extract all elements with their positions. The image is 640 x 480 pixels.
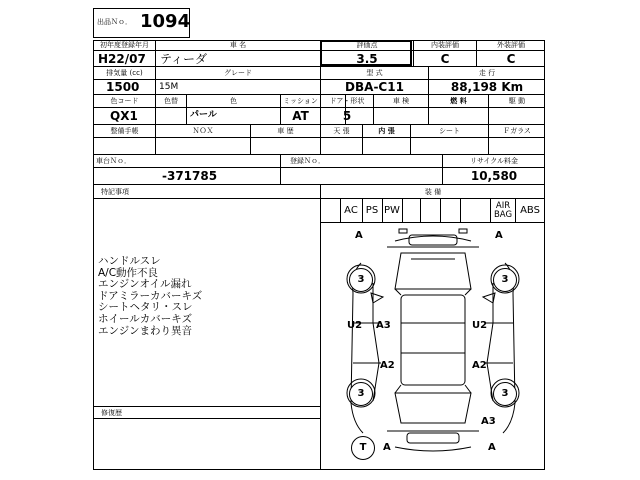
color-change-label: 色替 (164, 97, 178, 105)
doors-label: ドア・形状 (329, 97, 365, 105)
damage-rear-center-right: A (488, 442, 496, 453)
equip-ac: AC (344, 205, 358, 216)
damage-rear-left: A (383, 442, 391, 453)
note-line: エンジンオイル漏れ (98, 278, 192, 291)
grade-value: 15M (159, 82, 179, 92)
interior-value: C (440, 52, 450, 66)
inspection-label: 車 検 (392, 97, 410, 105)
drive-label: 駆 動 (508, 97, 526, 105)
score-label: 評価点 (356, 41, 378, 49)
recycle-value: 10,580 (470, 169, 518, 183)
wheel-front-left: 3 (349, 268, 373, 292)
trunk-circle: T (351, 436, 375, 460)
color-code-value: QX1 (110, 109, 138, 123)
note-line: ホイールカバーキズ (98, 312, 193, 325)
interior-label: 内装評価 (431, 41, 459, 49)
mileage-value: 88,198 Km (450, 80, 524, 94)
fuel-label: 燃 料 (450, 97, 467, 105)
wheel-front-right: 3 (493, 268, 517, 292)
cc-label: 排気量 (cc) (106, 69, 143, 77)
wheel-rear-left: 3 (349, 382, 373, 406)
model-label: 型 式 (366, 69, 383, 77)
cc-value: 1500 (106, 80, 140, 94)
manual-label: 整備手帳 (110, 127, 139, 135)
damage-right-rear-door: A2 (472, 360, 487, 371)
mileage-label: 走 行 (478, 69, 496, 77)
equip-ps: PS (365, 205, 379, 216)
damage-rear-right: A3 (481, 416, 496, 427)
note-line: A/C動作不良 (98, 266, 159, 279)
car-label: 車 名 (229, 41, 247, 49)
note-line: シートヘタリ・スレ (98, 301, 193, 314)
vin-label: 車台Ｎｏ． (96, 157, 131, 165)
roof-label: 天 張 (333, 127, 350, 135)
nox-label: ＮＯＸ (192, 127, 214, 135)
doors-value: 5 (342, 109, 352, 123)
vin-value: -371785 (162, 169, 218, 183)
car-diagram (321, 223, 545, 469)
damage-left-side: U2 (347, 320, 363, 331)
note-line: エンジンまわり異音 (98, 324, 192, 337)
notes-list (98, 256, 202, 337)
registration-label: 登録Ｎｏ． (290, 157, 325, 165)
year-value: H22/07 (98, 52, 146, 66)
year-label: 初年度登録年月 (100, 41, 149, 49)
note-line: ハンドルスレ (98, 255, 161, 267)
seat-label: シート (439, 127, 460, 135)
damage-left-rear-door: A2 (380, 360, 395, 371)
exterior-value: C (506, 52, 516, 66)
car-value: ティーダ (160, 52, 208, 66)
inner-trim-label: 内 張 (378, 127, 395, 135)
color-name-label: 色 (230, 97, 237, 105)
note-line: ドアミラーカバーキズ (98, 289, 203, 302)
notes-label: 特記事項 (101, 188, 129, 196)
equip-pw: PW (384, 205, 400, 216)
recycle-label: リサイクル料金 (469, 157, 519, 165)
lot-label: 出品Ｎｏ． (97, 18, 132, 26)
grade-label: グレード (224, 69, 252, 77)
equip-airbag: AIR BAG (493, 201, 513, 220)
damage-front-left: A (355, 230, 363, 241)
color-code-label: 色コード (110, 97, 139, 105)
damage-left-door: A3 (376, 320, 391, 331)
damage-right-side: U2 (472, 320, 488, 331)
transmission-label: ミッション (283, 97, 318, 105)
transmission-value: AT (292, 109, 309, 123)
history-label: 車 歴 (277, 127, 294, 135)
equipment-label: 装 備 (424, 188, 442, 196)
model-value: DBA-C11 (345, 80, 404, 94)
lot-number: 1094 (140, 11, 191, 32)
glass-label: Ｆガラス (503, 127, 531, 135)
wheel-rear-right: 3 (493, 382, 517, 406)
equip-abs: ABS (520, 205, 540, 216)
damage-front-right: A (495, 230, 503, 241)
color-value: パール (190, 110, 217, 120)
score-value: 3.5 (356, 52, 378, 66)
repair-history-label: 修復歴 (101, 409, 122, 417)
exterior-label: 外装評価 (497, 41, 525, 49)
